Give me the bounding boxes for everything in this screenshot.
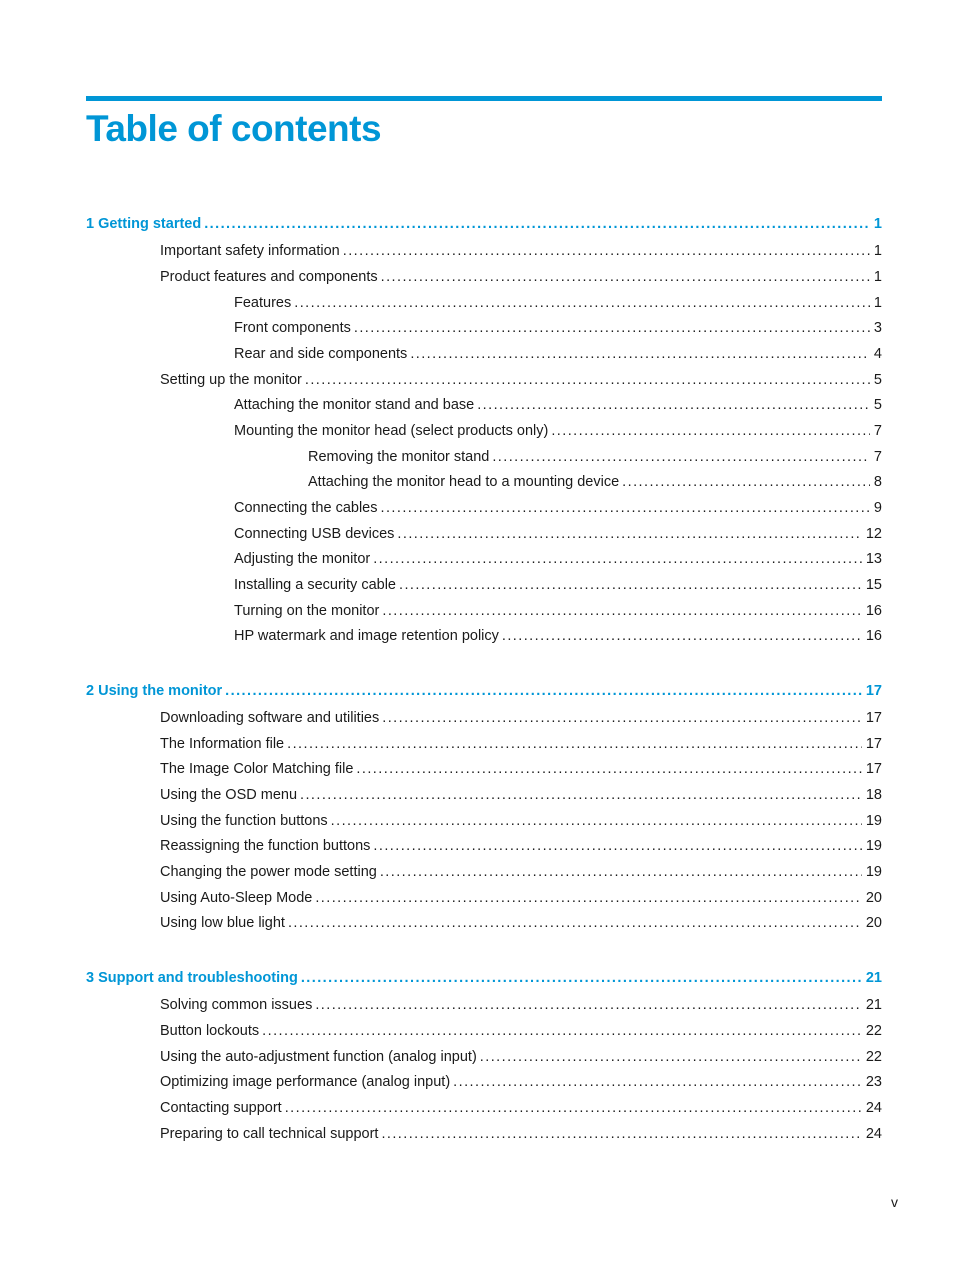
toc-entry[interactable] bbox=[160, 1098, 882, 1118]
dot-leader bbox=[262, 1021, 862, 1041]
toc-entry[interactable] bbox=[160, 1072, 882, 1092]
dot-leader bbox=[373, 836, 861, 856]
dot-leader bbox=[225, 681, 862, 701]
dot-leader bbox=[381, 1124, 861, 1144]
toc-entry-page: 20 bbox=[865, 890, 882, 906]
toc-entry-page: 21 bbox=[865, 970, 882, 986]
toc-entry-label: Connecting the cables bbox=[234, 500, 378, 516]
dot-leader bbox=[300, 785, 862, 805]
dot-leader bbox=[204, 214, 870, 234]
toc-entry[interactable] bbox=[160, 370, 882, 390]
toc-entry-page: 16 bbox=[865, 628, 882, 644]
toc-entry[interactable] bbox=[234, 575, 882, 595]
toc-entry[interactable] bbox=[234, 421, 882, 441]
toc-entry[interactable] bbox=[160, 862, 882, 882]
toc-entry[interactable] bbox=[160, 995, 882, 1015]
toc-entry-page: 5 bbox=[873, 397, 882, 413]
dot-leader bbox=[288, 913, 862, 933]
toc-entry-page: 19 bbox=[865, 813, 882, 829]
toc-entry[interactable] bbox=[160, 888, 882, 908]
dot-leader bbox=[453, 1072, 862, 1092]
dot-leader bbox=[492, 447, 870, 467]
dot-leader bbox=[343, 241, 870, 261]
toc-entry-label: Using low blue light bbox=[160, 915, 285, 931]
toc-entry-label: HP watermark and image retention policy bbox=[234, 628, 499, 644]
toc-entry[interactable] bbox=[234, 524, 882, 544]
toc-entry-page: 12 bbox=[865, 526, 882, 542]
dot-leader bbox=[382, 601, 862, 621]
toc-entry-label: Using the auto-adjustment function (analog input) bbox=[160, 1049, 477, 1065]
toc-entry-page: 16 bbox=[865, 603, 882, 619]
toc-entry-page: 17 bbox=[865, 710, 882, 726]
toc-entry-label: Reassigning the function buttons bbox=[160, 838, 371, 854]
toc-entry-page: 13 bbox=[865, 551, 882, 567]
toc-entry-page: 1 bbox=[873, 269, 882, 285]
toc-entry-page: 4 bbox=[873, 346, 882, 362]
toc-entry-page: 17 bbox=[865, 736, 882, 752]
toc-entry-label: Features bbox=[234, 295, 292, 311]
toc-entry-label: Downloading software and utilities bbox=[160, 710, 380, 726]
toc-entry-page: 1 bbox=[873, 295, 882, 311]
toc-entry-label: Optimizing image performance (analog input) bbox=[160, 1074, 451, 1090]
dot-leader bbox=[381, 498, 870, 518]
toc-entry-label: Front components bbox=[234, 320, 351, 336]
toc-entry[interactable] bbox=[234, 498, 882, 518]
toc-chapter-entry[interactable] bbox=[86, 681, 882, 701]
toc-entry-page: 15 bbox=[865, 577, 882, 593]
dot-leader bbox=[382, 708, 862, 728]
toc-entry-page: 23 bbox=[865, 1074, 882, 1090]
toc-entry-page: 24 bbox=[865, 1126, 882, 1142]
dot-leader bbox=[502, 626, 862, 646]
toc-entry[interactable] bbox=[234, 626, 882, 646]
toc-entry-label: Removing the monitor stand bbox=[308, 449, 490, 465]
dot-leader bbox=[480, 1047, 862, 1067]
dot-leader bbox=[399, 575, 862, 595]
toc-entry[interactable] bbox=[308, 447, 882, 467]
toc-entry[interactable] bbox=[160, 267, 882, 287]
toc-entry-label: 2 Using the monitor bbox=[86, 683, 223, 699]
toc-entry[interactable] bbox=[160, 708, 882, 728]
toc-entry-page: 5 bbox=[873, 372, 882, 388]
toc-entry[interactable] bbox=[234, 549, 882, 569]
dot-leader bbox=[294, 293, 870, 313]
toc-entry-page: 21 bbox=[865, 997, 882, 1013]
toc-entry-label: The Image Color Matching file bbox=[160, 761, 354, 777]
toc-entry-page: 7 bbox=[873, 423, 882, 439]
toc-entry-label: Installing a security cable bbox=[234, 577, 396, 593]
toc-entry-label: The Information file bbox=[160, 736, 285, 752]
toc-entry-page: 18 bbox=[865, 787, 882, 803]
toc-entry[interactable] bbox=[160, 836, 882, 856]
toc-entry-page: 7 bbox=[873, 449, 882, 465]
toc-entry-label: Using the OSD menu bbox=[160, 787, 298, 803]
toc-entry-page: 19 bbox=[865, 838, 882, 854]
toc-entry-label: Using the function buttons bbox=[160, 813, 328, 829]
toc-entry-page: 22 bbox=[865, 1023, 882, 1039]
toc-entry-label: Changing the power mode setting bbox=[160, 864, 377, 880]
dot-leader bbox=[305, 370, 870, 390]
toc-entry[interactable] bbox=[160, 1021, 882, 1041]
toc-entry-page: 17 bbox=[865, 761, 882, 777]
toc-entry-page: 17 bbox=[865, 683, 882, 699]
dot-leader bbox=[301, 968, 862, 988]
dot-leader bbox=[315, 888, 862, 908]
toc-entry-page: 20 bbox=[865, 915, 882, 931]
toc-entry-label: Setting up the monitor bbox=[160, 372, 302, 388]
dot-leader bbox=[331, 811, 862, 831]
toc-chapter-entry[interactable] bbox=[86, 968, 882, 988]
toc-entry[interactable] bbox=[160, 241, 882, 261]
dot-leader bbox=[381, 267, 870, 287]
toc-entry[interactable] bbox=[160, 734, 882, 754]
toc-entry[interactable] bbox=[308, 472, 882, 492]
toc-entry-page: 1 bbox=[873, 216, 882, 232]
toc-entry-label: Important safety information bbox=[160, 243, 340, 259]
toc-entry-label: Turning on the monitor bbox=[234, 603, 380, 619]
toc-entry-page: 24 bbox=[865, 1100, 882, 1116]
dot-leader bbox=[356, 759, 861, 779]
dot-leader bbox=[315, 995, 862, 1015]
header-rule bbox=[86, 96, 882, 101]
toc-entry-label: Button lockouts bbox=[160, 1023, 260, 1039]
toc-entry[interactable] bbox=[234, 601, 882, 621]
dot-leader bbox=[622, 472, 870, 492]
toc-entry[interactable] bbox=[234, 293, 882, 313]
toc-entry-label: Mounting the monitor head (select products only) bbox=[234, 423, 549, 439]
toc-entry-label: 1 Getting started bbox=[86, 216, 202, 232]
toc-entry[interactable] bbox=[160, 759, 882, 779]
toc-entry[interactable] bbox=[234, 395, 882, 415]
toc-entry-label: Rear and side components bbox=[234, 346, 408, 362]
dot-leader bbox=[410, 344, 870, 364]
dot-leader bbox=[285, 1098, 862, 1118]
toc-entry-label: Adjusting the monitor bbox=[234, 551, 371, 567]
toc-entry-label: 3 Support and troubleshooting bbox=[86, 970, 298, 986]
dot-leader bbox=[287, 734, 862, 754]
toc-entry-label: Attaching the monitor stand and base bbox=[234, 397, 475, 413]
toc-entry-label: Connecting USB devices bbox=[234, 526, 395, 542]
toc-entry-label: Attaching the monitor head to a mounting device bbox=[308, 474, 620, 490]
toc-chapter-entry[interactable] bbox=[86, 214, 882, 234]
toc-entry[interactable] bbox=[234, 344, 882, 364]
page-number: v bbox=[891, 1194, 898, 1210]
toc-entry[interactable] bbox=[160, 913, 882, 933]
toc-entry-label: Preparing to call technical support bbox=[160, 1126, 379, 1142]
toc-entry-page: 1 bbox=[873, 243, 882, 259]
toc-entry[interactable] bbox=[160, 1047, 882, 1067]
dot-leader bbox=[397, 524, 861, 544]
toc-entry[interactable] bbox=[160, 1124, 882, 1144]
page-title: Table of contents bbox=[86, 108, 382, 149]
dot-leader bbox=[477, 395, 870, 415]
toc-entry-label: Contacting support bbox=[160, 1100, 282, 1116]
dot-leader bbox=[354, 318, 870, 338]
toc-entry-label: Solving common issues bbox=[160, 997, 313, 1013]
toc-entry-page: 8 bbox=[873, 474, 882, 490]
dot-leader bbox=[373, 549, 862, 569]
toc-entry-page: 9 bbox=[873, 500, 882, 516]
toc-entry[interactable] bbox=[160, 785, 882, 805]
toc-entry-label: Product features and components bbox=[160, 269, 378, 285]
toc-entry-page: 22 bbox=[865, 1049, 882, 1065]
toc-entry[interactable] bbox=[234, 318, 882, 338]
toc-entry-page: 19 bbox=[865, 864, 882, 880]
toc-entry-label: Using Auto-Sleep Mode bbox=[160, 890, 313, 906]
dot-leader bbox=[551, 421, 870, 441]
toc-entry[interactable] bbox=[160, 811, 882, 831]
dot-leader bbox=[380, 862, 862, 882]
toc-entry-page: 3 bbox=[873, 320, 882, 336]
